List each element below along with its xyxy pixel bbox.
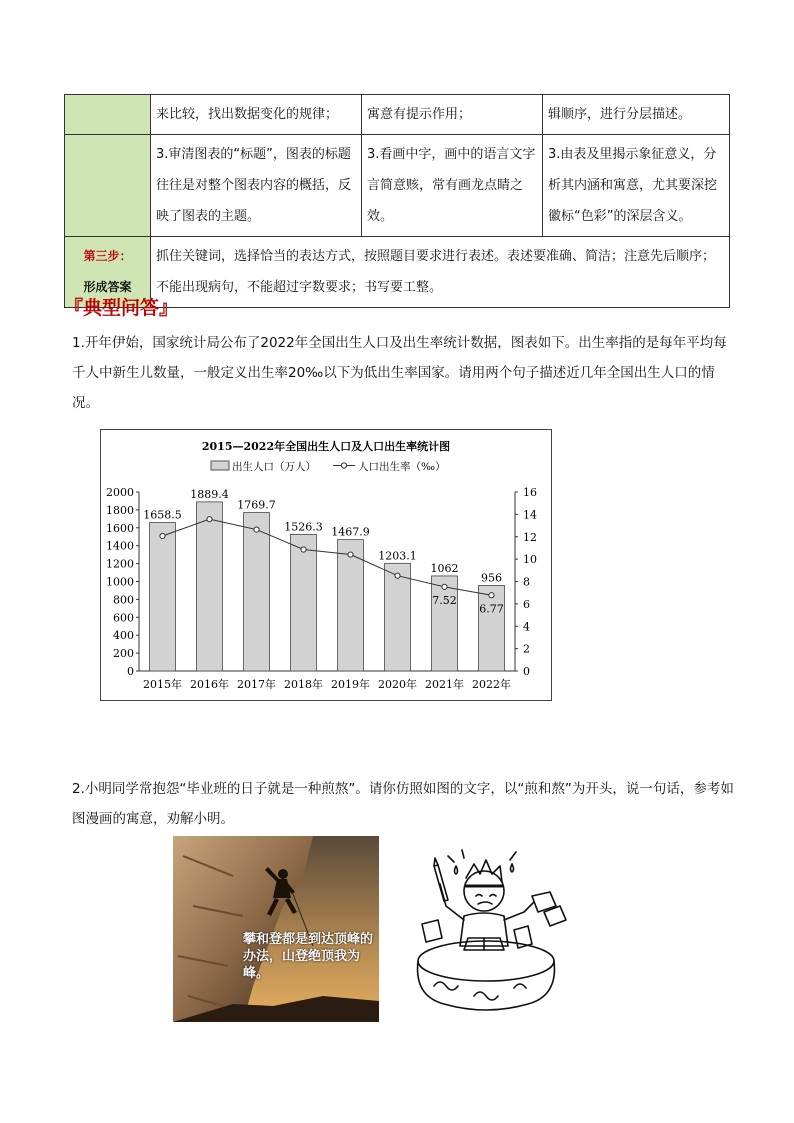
y-left-tick-label: 1200 (106, 557, 134, 571)
step-subtitle: 形成答案 (83, 280, 132, 294)
y-left-tick-label: 200 (113, 647, 134, 661)
bar (338, 540, 364, 671)
rate-point (160, 533, 165, 538)
rate-point (442, 584, 447, 589)
table-cell: 寓意有提示作用； (362, 95, 543, 135)
y-left-tick-label: 1400 (106, 539, 134, 553)
x-tick-label: 2022年 (472, 678, 511, 691)
rate-point (301, 547, 306, 552)
bar-label: 956 (481, 571, 502, 585)
rate-label: 7.52 (432, 593, 457, 607)
x-tick-label: 2015年 (143, 678, 182, 691)
table-row (65, 135, 730, 237)
y-right-tick-label: 0 (523, 665, 530, 678)
y-left-tick-label: 800 (113, 593, 134, 607)
bar (244, 513, 270, 671)
bar-label: 1526.3 (284, 520, 323, 534)
bar-label: 1889.4 (190, 487, 229, 501)
y-left-tick-label: 1600 (106, 521, 134, 535)
climbing-photo (173, 836, 379, 1022)
bar-label: 1062 (430, 561, 459, 575)
section-title: 『典型问答』 (64, 297, 179, 319)
bar (150, 523, 176, 671)
birth-chart (100, 429, 552, 701)
step-cell (65, 135, 151, 237)
bar (432, 576, 458, 671)
bar-label: 1203.1 (378, 549, 417, 563)
legend-line-marker (341, 463, 346, 468)
table-cell: 3.审清图表的“标题”，图表的标题往往是对整个图表内容的概括，反映了图表的主题。 (151, 135, 362, 237)
y-left-tick-label: 1800 (106, 503, 134, 517)
legend-bar-label: 出生人口（万人） (232, 461, 316, 473)
method-table (64, 94, 730, 308)
x-tick-label: 2021年 (425, 678, 464, 691)
y-right-tick-label: 10 (523, 553, 537, 567)
y-right-tick-label: 12 (523, 530, 537, 544)
boiling-student-drawing (404, 846, 574, 1016)
step-cell (65, 95, 151, 135)
table-row (65, 95, 730, 135)
y-right-tick-label: 8 (523, 575, 530, 589)
rate-point (348, 552, 353, 557)
table-cell: 3.看画中字，画中的语言文字言简意赅，常有画龙点睛之效。 (362, 135, 543, 237)
rate-point (489, 593, 494, 598)
question-1: 1.开年伊始，国家统计局公布了2022年全国出生人口及出生率统计数据，图表如下。出生率指的是每年平均每千人中新生儿数量，一般定义出生率20‰以下为低出生率国家。请用两个句子描述近几年全国出生人口的情况。 (72, 335, 727, 411)
rate-label: 6.77 (479, 602, 504, 616)
climb-caption: 攀和登都是到达顶峰的办法，山登绝顶我为峰。 (243, 932, 374, 981)
bar (197, 502, 223, 671)
cartoon-image (404, 846, 574, 1016)
cliff-image (173, 836, 379, 1022)
x-tick-label: 2020年 (378, 678, 417, 691)
rate-point (254, 527, 259, 532)
step-description: 抓住关键词，选择恰当的表达方式，按照题目要求进行表述。表述要准确、简洁；注意先后顺序；不能出现病句，不能超过字数要求；书写要工整。 (151, 237, 730, 308)
y-left-tick-label: 600 (113, 611, 134, 625)
legend-line-label: 人口出生率（‰） (358, 461, 446, 473)
y-left-tick-label: 1000 (106, 575, 134, 589)
question-2: 2.小明同学常抱怨“毕业班的日子就是一种煎熬”。请你仿照如图的文字，以“煎和熬”为开头，说一句话，参考如图漫画的寓意，劝解小明。 (72, 781, 734, 827)
x-tick-label: 2017年 (237, 678, 276, 691)
y-left-tick-label: 400 (113, 629, 134, 643)
table-cell: 辑顺序，进行分层描述。 (543, 95, 730, 135)
table-cell: 3.由表及里揭示象征意义，分析其内涵和寓意，尤其要深挖徽标“色彩”的深层含义。 (543, 135, 730, 237)
chart-title: 2015—2022年全国出生人口及人口出生率统计图 (201, 440, 451, 453)
bar (385, 563, 411, 671)
rate-point (395, 573, 400, 578)
step-title: 第三步： (83, 249, 132, 263)
bar-label: 1467.9 (331, 525, 370, 539)
bar (291, 534, 317, 671)
x-tick-label: 2018年 (284, 678, 323, 691)
x-tick-label: 2016年 (190, 678, 229, 691)
y-right-tick-label: 6 (523, 597, 530, 611)
legend-bar-swatch (211, 461, 229, 470)
y-right-tick-label: 4 (523, 620, 530, 634)
table-cell: 来比较，找出数据变化的规律； (151, 95, 362, 135)
bar-label: 1658.5 (143, 508, 182, 522)
rate-point (207, 517, 212, 522)
y-right-tick-label: 2 (523, 642, 530, 656)
y-right-tick-label: 16 (523, 486, 537, 499)
x-tick-label: 2019年 (331, 678, 370, 691)
chart-svg (101, 430, 551, 700)
bar-label: 1769.7 (237, 498, 276, 512)
y-left-tick-label: 0 (127, 665, 134, 678)
y-right-tick-label: 14 (523, 508, 537, 522)
y-left-tick-label: 2000 (106, 486, 134, 499)
